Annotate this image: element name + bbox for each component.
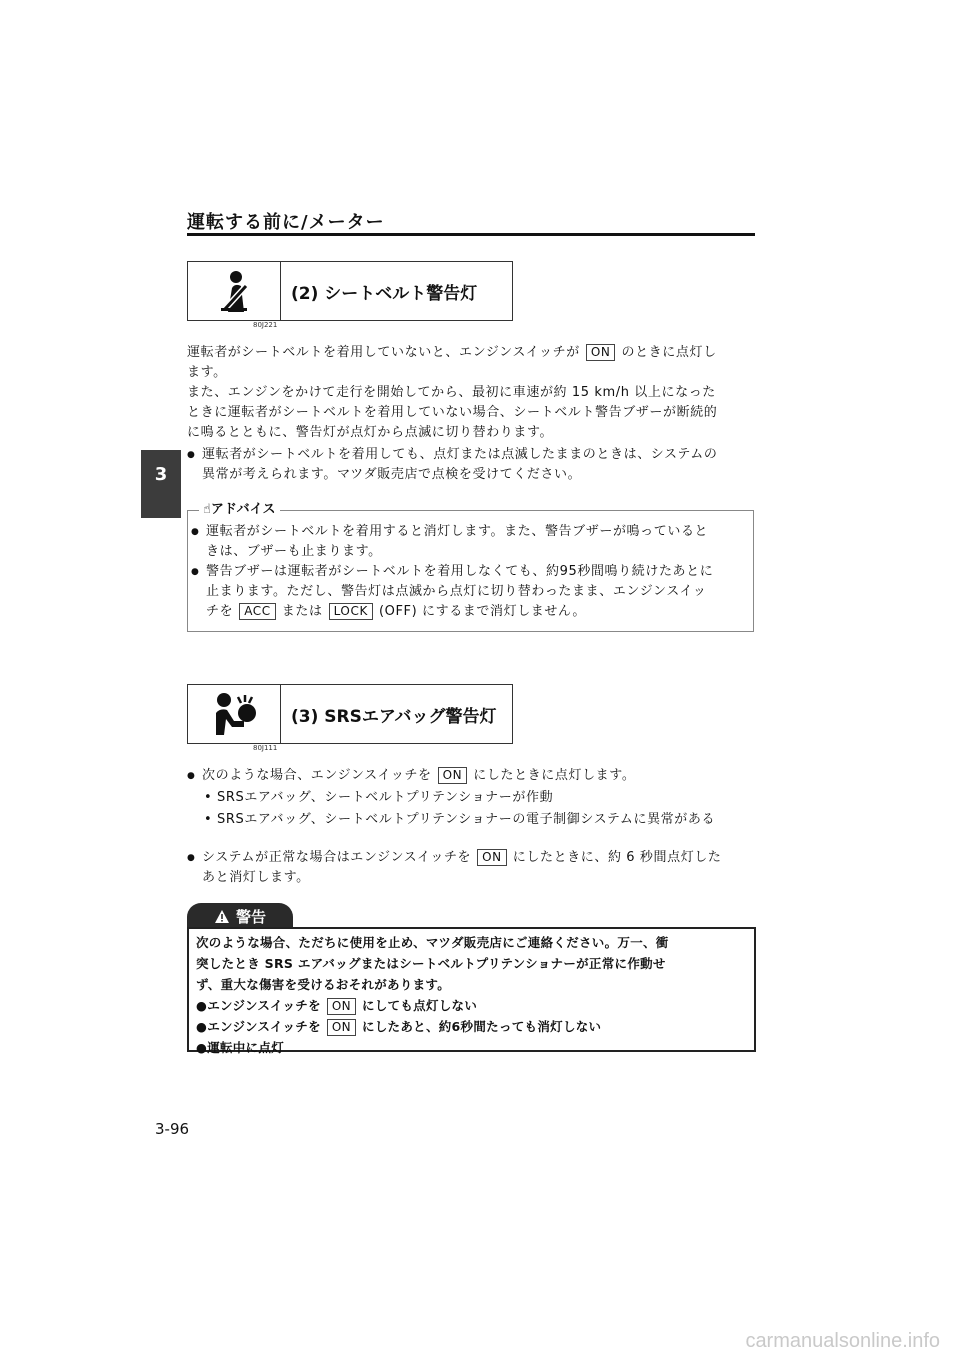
advice-b2-line3a: チを	[206, 604, 234, 619]
advice-b2-line1: ● 警告ブザーは運転者がシートベルトを着用しなくても、約95秒間鳴り続けたあとに	[206, 564, 714, 579]
watermark: carmanualsonline.info	[745, 1330, 940, 1352]
advice-b2-line3c: (OFF) にするまで消灯しません。	[378, 604, 586, 619]
airbag-b1-text: 次のような場合、エンジンスイッチを	[202, 768, 432, 783]
hand-icon: ☝	[203, 502, 211, 517]
airbag-icon-cell	[188, 685, 281, 752]
seatbelt-p1-text-end: のときに点灯し	[621, 345, 717, 360]
advice-b2-line3b: または	[281, 604, 323, 619]
seatbelt-icon-code: 80J221	[253, 321, 278, 329]
advice-b1-line2: きは、ブザーも止まります。	[206, 544, 382, 559]
warning-line3: ず、重大な傷害を受けるおそれがあります。	[196, 977, 451, 992]
airbag-icon-code: 80J111	[253, 744, 278, 752]
warning-b1-text: ●エンジンスイッチを	[196, 998, 321, 1013]
header-rule	[187, 233, 755, 236]
chapter-tab: 3	[141, 450, 181, 518]
seatbelt-p1-text: 運転者がシートベルトを着用していないと、エンジンスイッチが	[187, 345, 580, 360]
seatbelt-p1-line2: ます。	[187, 365, 227, 380]
seatbelt-p2-line3: に鳴るとともに、警告灯が点灯から点滅に切り替わります。	[187, 425, 554, 440]
seatbelt-p2-line1: また、エンジンをかけて走行を開始してから、最初に車速が約 15 km/h 以上になった	[187, 385, 716, 400]
on-key-label: ON	[327, 1019, 356, 1036]
advice-bullet-2	[191, 562, 751, 622]
airbag-warning-icon	[210, 691, 258, 737]
warning-line2: 突したとき SRS エアバッグまたはシートベルトプリテンショナーが正常に作動せ	[196, 956, 666, 971]
airbag-b2-line2: あと消灯します。	[202, 870, 310, 885]
seatbelt-p2-line2: ときに運転者がシートベルトを着用していない場合、シートベルト警告ブザーが断続的	[187, 405, 718, 420]
seatbelt-bullet-line2: 異常が考えられます。マツダ販売店で点検を受けてください。	[202, 467, 582, 482]
airbag-b2-text: システムが正常な場合はエンジンスイッチを	[202, 850, 472, 865]
seatbelt-bullet-line1: ● 運転者がシートベルトを着用しても、点灯または点滅したままのときは、システムの	[202, 447, 718, 462]
seatbelt-heading-box	[187, 261, 513, 329]
warning-b3: ●運転中に点灯	[196, 1040, 285, 1055]
seatbelt-bullet	[187, 445, 757, 485]
airbag-sub-2: • SRSエアバッグ、シートベルトプリテンショナーの電子制御システムに異常がある	[204, 812, 716, 827]
warning-tab	[187, 903, 293, 929]
seatbelt-title: (2) シートベルト警告灯	[291, 283, 478, 304]
warning-b2-text: ●エンジンスイッチを	[196, 1019, 321, 1034]
on-key-label: ON	[477, 849, 507, 866]
acc-key-label: ACC	[239, 603, 276, 620]
advice-b1-line1: ● 運転者がシートベルトを着用すると消灯します。また、警告ブザーが鳴っていると	[206, 524, 709, 539]
airbag-title: (3) SRSエアバッグ警告灯	[291, 706, 497, 727]
on-key-label: ON	[438, 767, 468, 784]
warning-triangle-icon	[214, 909, 230, 924]
advice-content	[191, 522, 751, 622]
warning-b1-text-end: にしても点灯しない	[361, 998, 478, 1013]
airbag-bullet-1	[187, 766, 757, 786]
airbag-sub-1: • SRSエアバッグ、シートベルトプリテンショナーが作動	[204, 790, 554, 805]
advice-label-text: アドバイス	[210, 502, 276, 517]
page-title: 運転する前に/メーター	[187, 212, 385, 233]
warning-line1: 次のような場合、ただちに使用を止め、マツダ販売店にご連絡ください。万一、衝	[196, 935, 669, 950]
lock-key-label: LOCK	[329, 603, 373, 620]
seatbelt-icon-cell	[188, 262, 281, 329]
airbag-bullet-2	[187, 848, 757, 888]
warning-content	[196, 932, 751, 1058]
airbag-content	[187, 766, 757, 888]
warning-b2-text-end: にしたあと、約6秒間たっても消灯しない	[361, 1019, 602, 1034]
advice-label	[199, 498, 280, 517]
airbag-heading-box	[187, 684, 513, 752]
seatbelt-warning-icon	[211, 268, 257, 314]
seatbelt-paragraph	[187, 343, 757, 485]
advice-bullet-1	[191, 522, 751, 562]
warning-tab-label: 警告	[235, 907, 266, 926]
advice-b2-line2: 止まります。ただし、警告灯は点滅から点灯に切り替わったまま、エンジンスイッ	[206, 584, 707, 599]
on-key-label: ON	[586, 344, 616, 361]
page-number: 3-96	[155, 1120, 190, 1138]
on-key-label: ON	[327, 998, 356, 1015]
airbag-b2-text-end: にしたときに、約 6 秒間点灯した	[512, 850, 722, 865]
airbag-b1-text-end: にしたときに点灯します。	[473, 768, 636, 783]
